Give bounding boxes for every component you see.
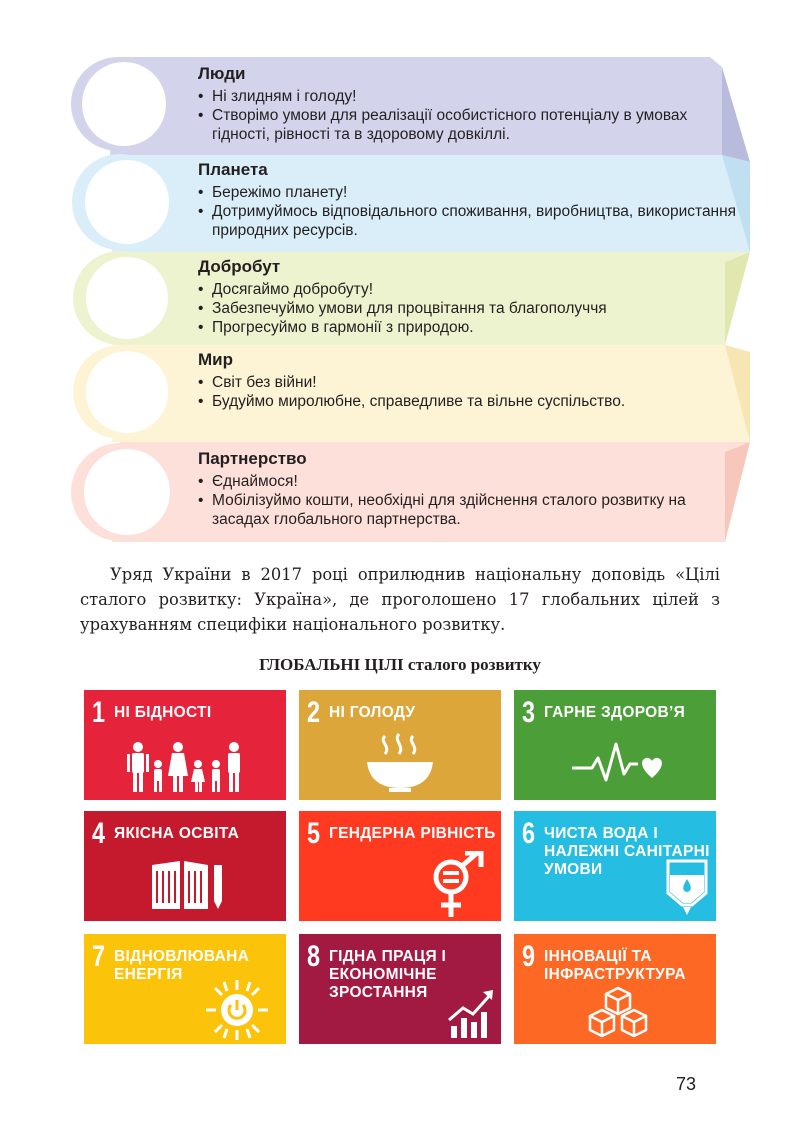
band-item: • Ні злидням і голоду! — [198, 87, 738, 106]
band-prosperity — [198, 257, 738, 337]
band-item: • Дотримуймось відповідального споживання, виробництва, використання природних ресурсів. — [198, 202, 738, 240]
goal-number: 5 — [307, 817, 320, 850]
goal-number: 6 — [522, 817, 535, 850]
band-item: • Прогресуймо в гармонії з природою. — [198, 318, 738, 337]
body-paragraph: Уряд України в 2017 році оприлюднив національну доповідь «Цілі сталого розвитку: Україна», де проголошено 17 глобальних цілей з урахуванням специфіки національного розвитку. — [80, 565, 720, 634]
band-planet — [198, 160, 738, 240]
band-item: • Будуймо миролюбне, справедливе та вільне суспільство. — [198, 392, 738, 411]
goal-label: ЯКІСНА ОСВІТА — [114, 825, 240, 842]
goal-label: ВІДНОВЛЮВАНА ЕНЕРГІЯ — [114, 948, 250, 983]
goal-number: 7 — [92, 940, 105, 973]
band-title: Мир — [198, 350, 233, 369]
goal-number: 2 — [307, 696, 320, 729]
page-number: 73 — [676, 1074, 697, 1094]
band-item: • Досягаймо добробуту! — [198, 280, 738, 299]
band-people — [198, 64, 738, 144]
goals-heading: ГЛОБАЛЬНІ ЦІЛІ сталого розвитку — [259, 655, 541, 674]
goal-tile-1 — [84, 690, 286, 800]
family-icon — [126, 740, 246, 794]
band-item: • Забезпечуймо умови для процвітання та благополуччя — [198, 299, 738, 318]
five-p-diagram — [70, 52, 750, 552]
bowl-icon — [365, 732, 435, 794]
band-title: Люди — [198, 64, 246, 83]
goal-label: ЧИСТА ВОДА І НАЛЕЖНІ САНІТАРНІ УМОВИ — [544, 825, 710, 878]
gender-icon — [427, 851, 487, 919]
band-item: • Єднаймося! — [198, 472, 738, 491]
goal-number: 8 — [307, 940, 320, 973]
goal-tile-8 — [299, 934, 501, 1044]
heartbeat-icon — [570, 740, 666, 786]
book-icon — [150, 859, 224, 911]
goal-tile-3 — [514, 690, 716, 800]
goal-number: 3 — [522, 696, 535, 729]
goal-number: 4 — [92, 817, 105, 850]
goal-tile-6 — [514, 811, 716, 921]
goal-number: 1 — [92, 696, 105, 729]
sun-power-icon — [204, 978, 270, 1042]
band-title: Партнерство — [198, 449, 307, 468]
band-item: • Світ без війни! — [198, 373, 738, 392]
band-item: • Бережімо планету! — [198, 183, 738, 202]
goal-tile-7 — [84, 934, 286, 1044]
goal-tile-4 — [84, 811, 286, 921]
band-peace — [198, 350, 738, 411]
goal-tile-5 — [299, 811, 501, 921]
band-item: • Створімо умови для реалізації особистісного потенціалу в умовах гідності, рівності та в здоровому довкіллі. — [198, 106, 738, 144]
growth-chart-icon — [447, 986, 497, 1040]
band-title: Планета — [198, 160, 268, 179]
sdg-grid — [84, 690, 716, 1044]
goal-label: НІ БІДНОСТІ — [114, 704, 212, 721]
goal-label: ГЕНДЕРНА РІВНІСТЬ — [329, 825, 496, 842]
goal-label: ГІДНА ПРАЦЯ І ЕКОНОМІЧНЕ ЗРОСТАННЯ — [329, 948, 447, 1001]
goal-label: ІННОВАЦІЇ ТА ІНФРАСТРУКТУРА — [544, 948, 686, 983]
band-partnership — [198, 449, 738, 529]
cubes-icon — [584, 986, 652, 1040]
goal-number: 9 — [522, 940, 535, 973]
water-icon — [664, 859, 710, 917]
goal-label: ГАРНЕ ЗДОРОВ’Я — [544, 704, 686, 721]
goal-tile-9 — [514, 934, 716, 1044]
band-title: Добробут — [198, 257, 281, 276]
band-item: • Мобілізуймо кошти, необхідні для здійснення сталого розвитку на засадах глобального партнерства. — [198, 491, 738, 529]
goal-tile-2 — [299, 690, 501, 800]
goal-label: НІ ГОЛОДУ — [329, 704, 416, 721]
